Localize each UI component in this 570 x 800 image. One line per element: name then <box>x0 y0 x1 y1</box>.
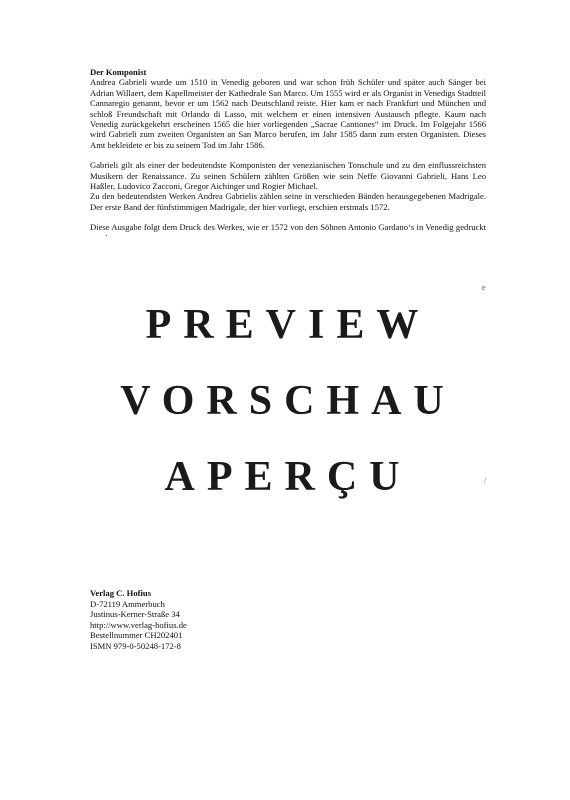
preview-word-english: PREVIEW <box>145 302 431 348</box>
edge-mark-lower: / <box>484 476 487 485</box>
preview-word-german: VORSCHAU <box>120 378 456 424</box>
publisher-street: Justinus-Kerner-Straße 34 <box>90 609 180 620</box>
section-title: Der Komponist <box>90 67 147 77</box>
publisher-city: D-72119 Ammerbuch <box>90 598 165 609</box>
publisher-url: http://www.verlag-hofius.de <box>90 619 187 630</box>
paragraph-significance: Gabrieli gilt als einer der bedeutendste Komponisten der venezianischen Tonschule und zu den einflussreichsten Musikern der Renaissance. Zu seinen Schülern zählten Größen wie sein Neffe Giovanni Gabrieli, Hans Leo Haßler, Ludovico Zacconi, Gregor Aichinger und Rogier Michael. <box>90 160 486 192</box>
preview-word-french: APERÇU <box>164 454 412 500</box>
publisher-name: Verlag C. Hofius <box>90 588 152 598</box>
paragraph-works: Zu den bedeutendsten Werken Andrea Gabrielis zählen seine in verschieden Bänden herausgegebenen Madrigale. Der erste Band der fünfstimmigen Madrigale, der hier vorliegt, erschien erstmals 1572. <box>90 191 486 212</box>
document-body <box>90 67 486 243</box>
paragraph-edition: Diese Ausgabe folgt dem Druck des Werkes, wie er 1572 von den Söhnen Antonio Gardano‘s in Venedig gedruckt <box>90 222 486 233</box>
edge-mark-upper: e <box>482 283 486 292</box>
paragraph-biography: Andrea Gabrieli wurde um 1510 in Venedig geboren und war schon früh Schüler und später auch Sänger bei Adrian Willaert, dem Kapellmeister der Kathedrale San Marco. Um 1555 wird er als Organist in Venedigs Stadtteil Cannaregio genannt, bevor er um 1562 nach Deutschland reiste. Hier kam er nach Frankfurt und München und schloß Freundschaft mit Orlando di Lasso, mit welchem er einen intensiven Austausch pflegte. Kaum nach Venedig zurückgekehrt erscheinen 1565 die hier vorliegenden „Sacrae Cantiones“ im Druck. Im Folgejahr 1566 wird Gabrieli zum zweiten Organisten an San Marco berufen, im Jahr 1585 dann zum ersten Organisten. Dieses Amt bekleidete er bis zu seinem Tod im Jahr 1586. <box>90 77 486 150</box>
publisher-order-number: Bestellnummer CH202401 <box>90 630 183 641</box>
publisher-info <box>90 588 187 652</box>
publisher-ismn: ISMN 979-0-50248-172-8 <box>90 640 181 651</box>
preview-watermark <box>90 236 486 566</box>
